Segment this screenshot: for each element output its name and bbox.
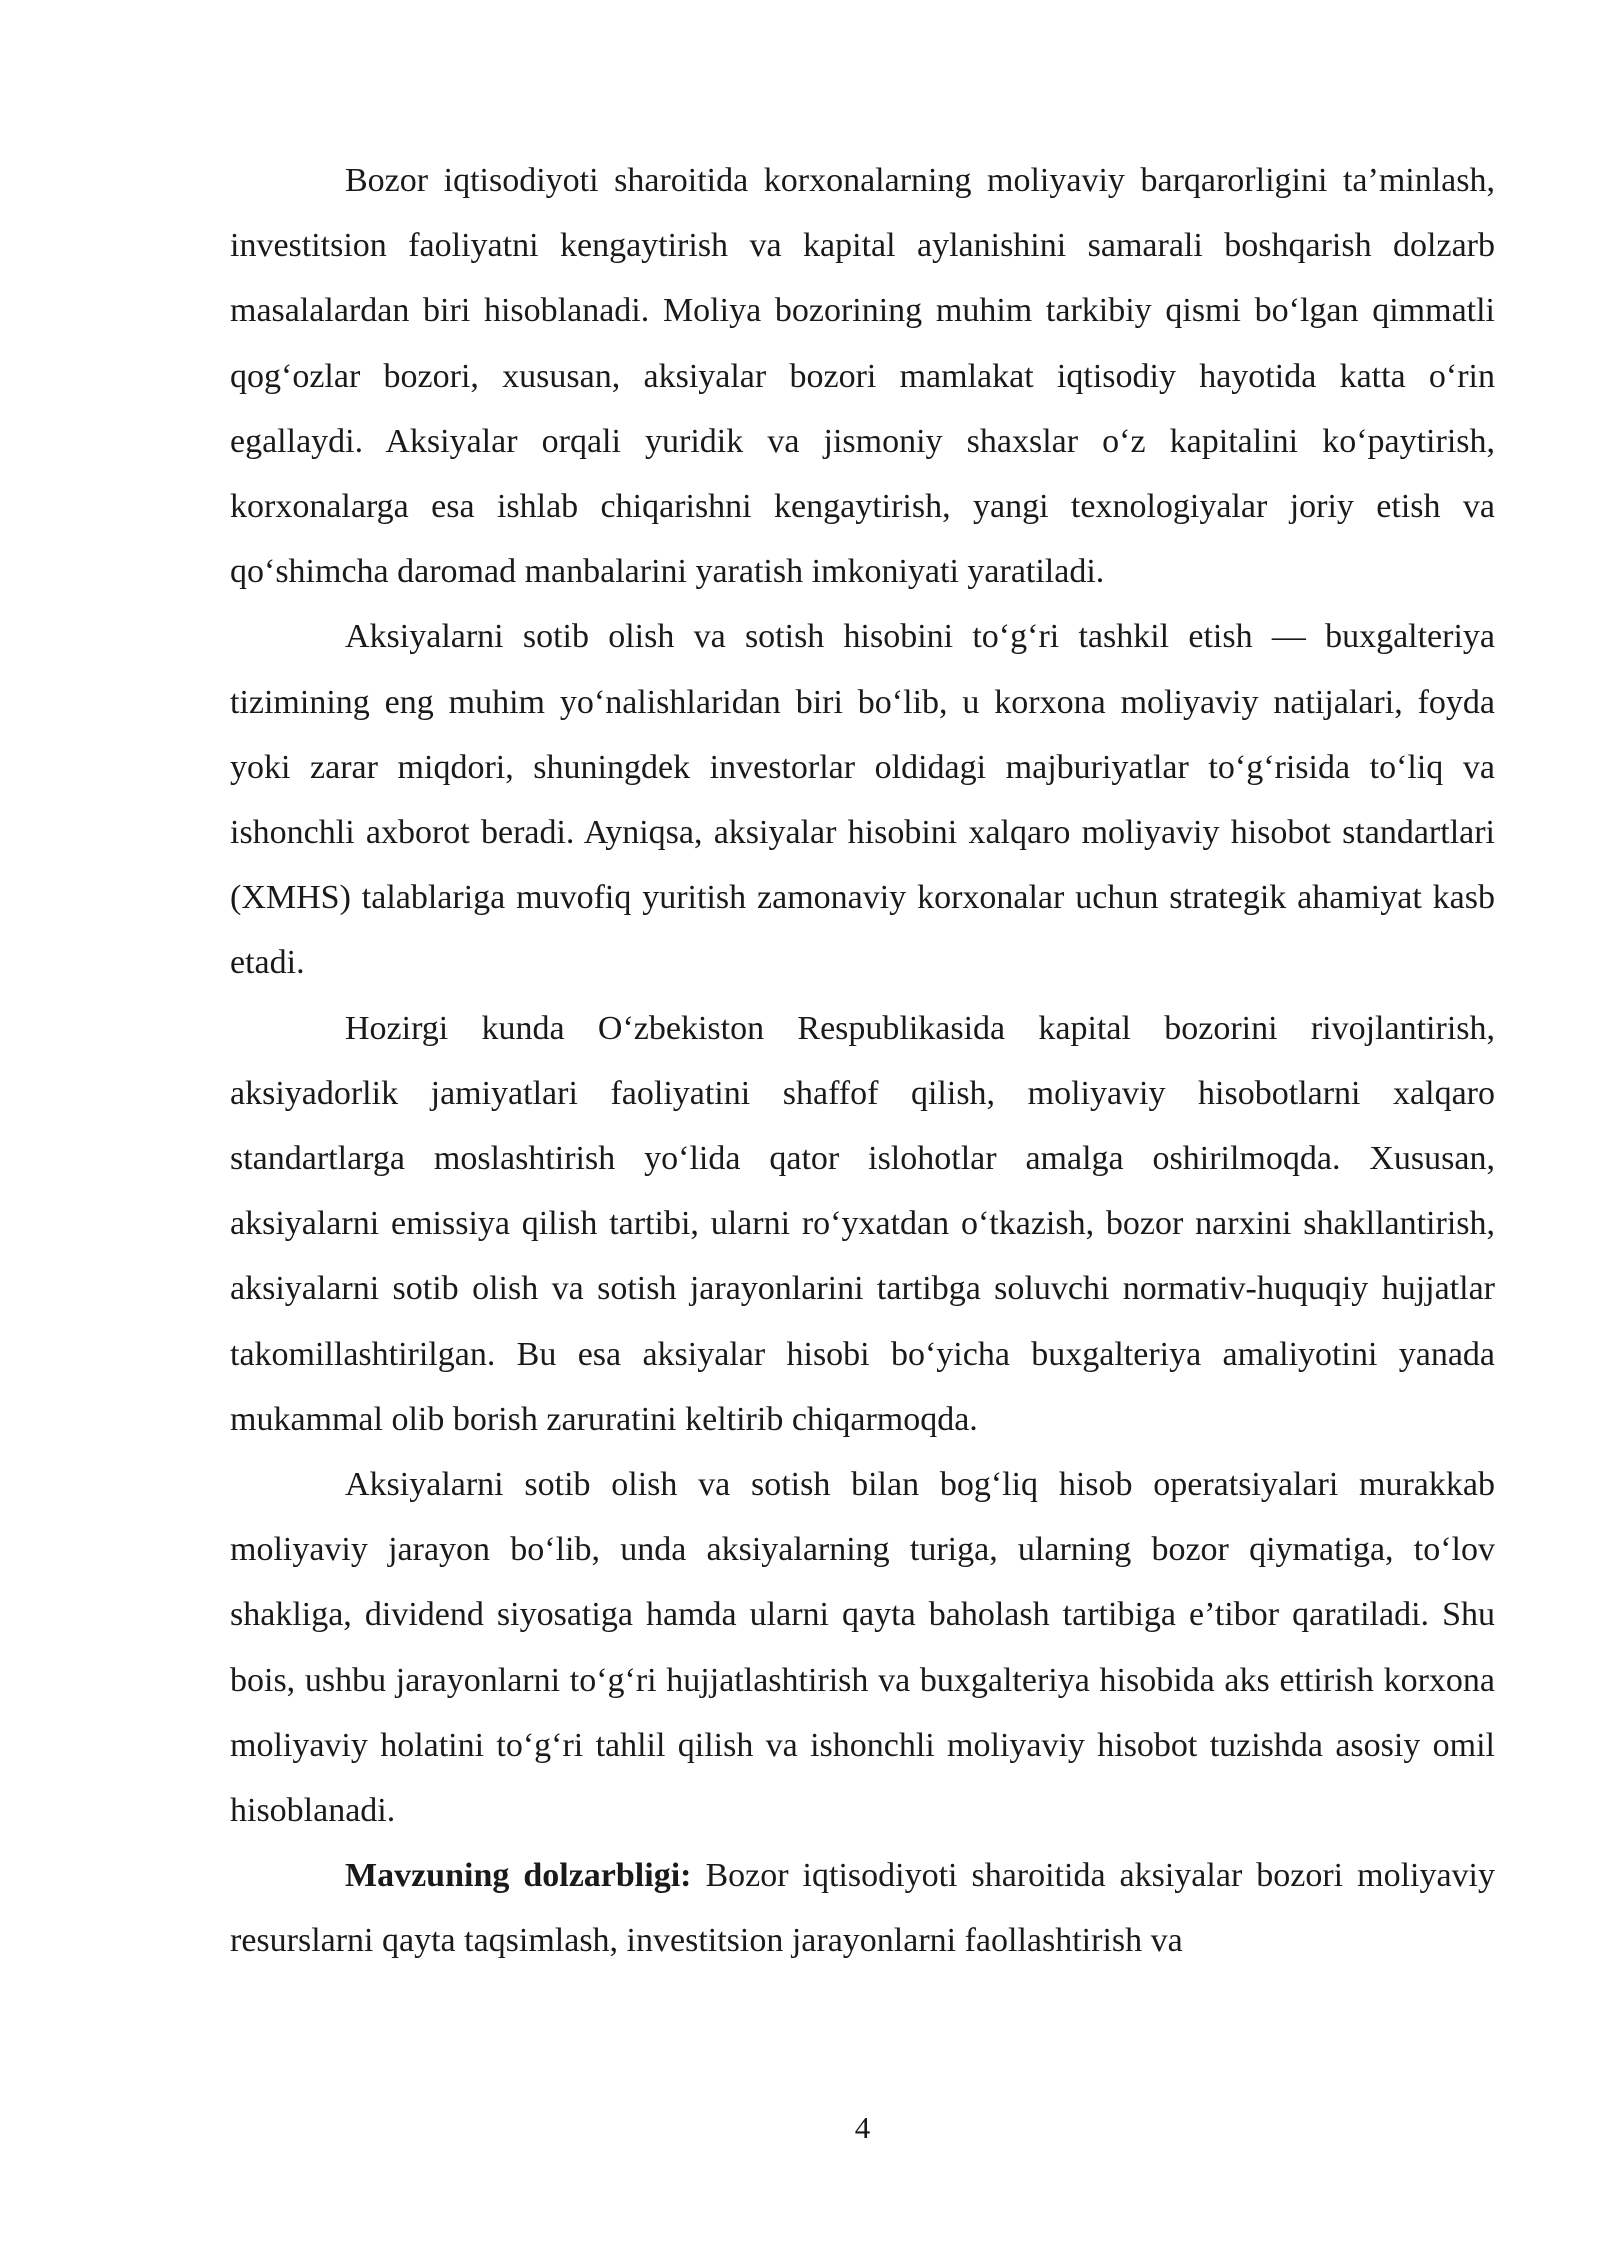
paragraph-3: Hozirgi kunda O‘zbekiston Respublikasida kapital bozorini rivojlantirish, aksiyadorlik jamiyatlari faoliyatini shaffof qilish, moliyaviy hisobotlarni xalqaro standartlarga moslashtirish yo‘lida qator islohotlar amalga oshirilmoqda. Xususan, aksiyalarni emissiya qilish tartibi, ularni ro‘yxatdan o‘tkazish, bozor narxini shakllantirish, aksiyalarni sotib olish va sotish jarayonlarini tartibga soluvchi normativ-huquqiy hujjatlar takomillashtirilgan. Bu esa aksiyalar hisobi bo‘yicha buxgalteriya amaliyotini yanada mukammal olib borish zaruratini keltirib chiqarmoqda. [230,1009,1495,1438]
page-number: 4 [854,2110,871,2145]
paragraph-1: Bozor iqtisodiyoti sharoitida korxonalarning moliyaviy barqarorligini ta’minlash, investitsion faoliyatni kengaytirish va kapital aylanishini samarali boshqarish dolzarb masalalardan biri hisoblanadi. Moliya bozorining muhim tarkibiy qismi bo‘lgan qimmatli qog‘ozlar bozori, xususan, aksiyalar bozori mamlakat iqtisodiy hayotida katta o‘rin egallaydi. Aksiyalar orqali yuridik va jismoniy shaxslar o‘z kapitalini ko‘paytirish, korxonalarga esa ishlab chiqarishni kengaytirish, yangi texnologiyalar joriy etish va qo‘shimcha daromad manbalarini yaratish imkoniyati yaratiladi. [230,162,1495,591]
paragraph-5 [230,1843,1495,1973]
relevance-heading: Mavzuning dolzarbligi: [345,1857,692,1895]
body-text [230,148,1495,1974]
paragraph-4: Aksiyalarni sotib olish va sotish bilan bog‘liq hisob operatsiyalari murakkab moliyaviy jarayon bo‘lib, unda aksiyalarning turiga, ularning bozor qiymatiga, to‘lov shakliga, dividend siyosatiga hamda ularni qayta baholash tartibiga e’tibor qaratiladi. Shu bois, ushbu jarayonlarni to‘g‘ri hujjatlashtirish va buxgalteriya hisobida aks ettirish korxona moliyaviy holatini to‘g‘ri tahlil qilish va ishonchli moliyaviy hisobot tuzishda asosiy omil hisoblanadi. [230,1466,1495,1830]
paragraph-2: Aksiyalarni sotib olish va sotish hisobini to‘g‘ri tashkil etish — buxgalteriya tizimining eng muhim yo‘nalishlaridan biri bo‘lib, u korxona moliyaviy natijalari, foyda yoki zarar miqdori, shuningdek investorlar oldidagi majburiyatlar to‘g‘risida to‘liq va ishonchli axborot beradi. Ayniqsa, aksiyalar hisobini xalqaro moliyaviy hisobot standartlari (XMHS) talablariga muvofiq yuritish zamonaviy korxonalar uchun strategik ahamiyat kasb etadi. [230,618,1495,982]
paragraph-5-text: Bozor iqtisodiyoti sharoitida aksiyalar bozori moliyaviy resurslarni qayta taqsimlash, investitsion jarayonlarni faollashtirish va [230,1857,1495,1960]
